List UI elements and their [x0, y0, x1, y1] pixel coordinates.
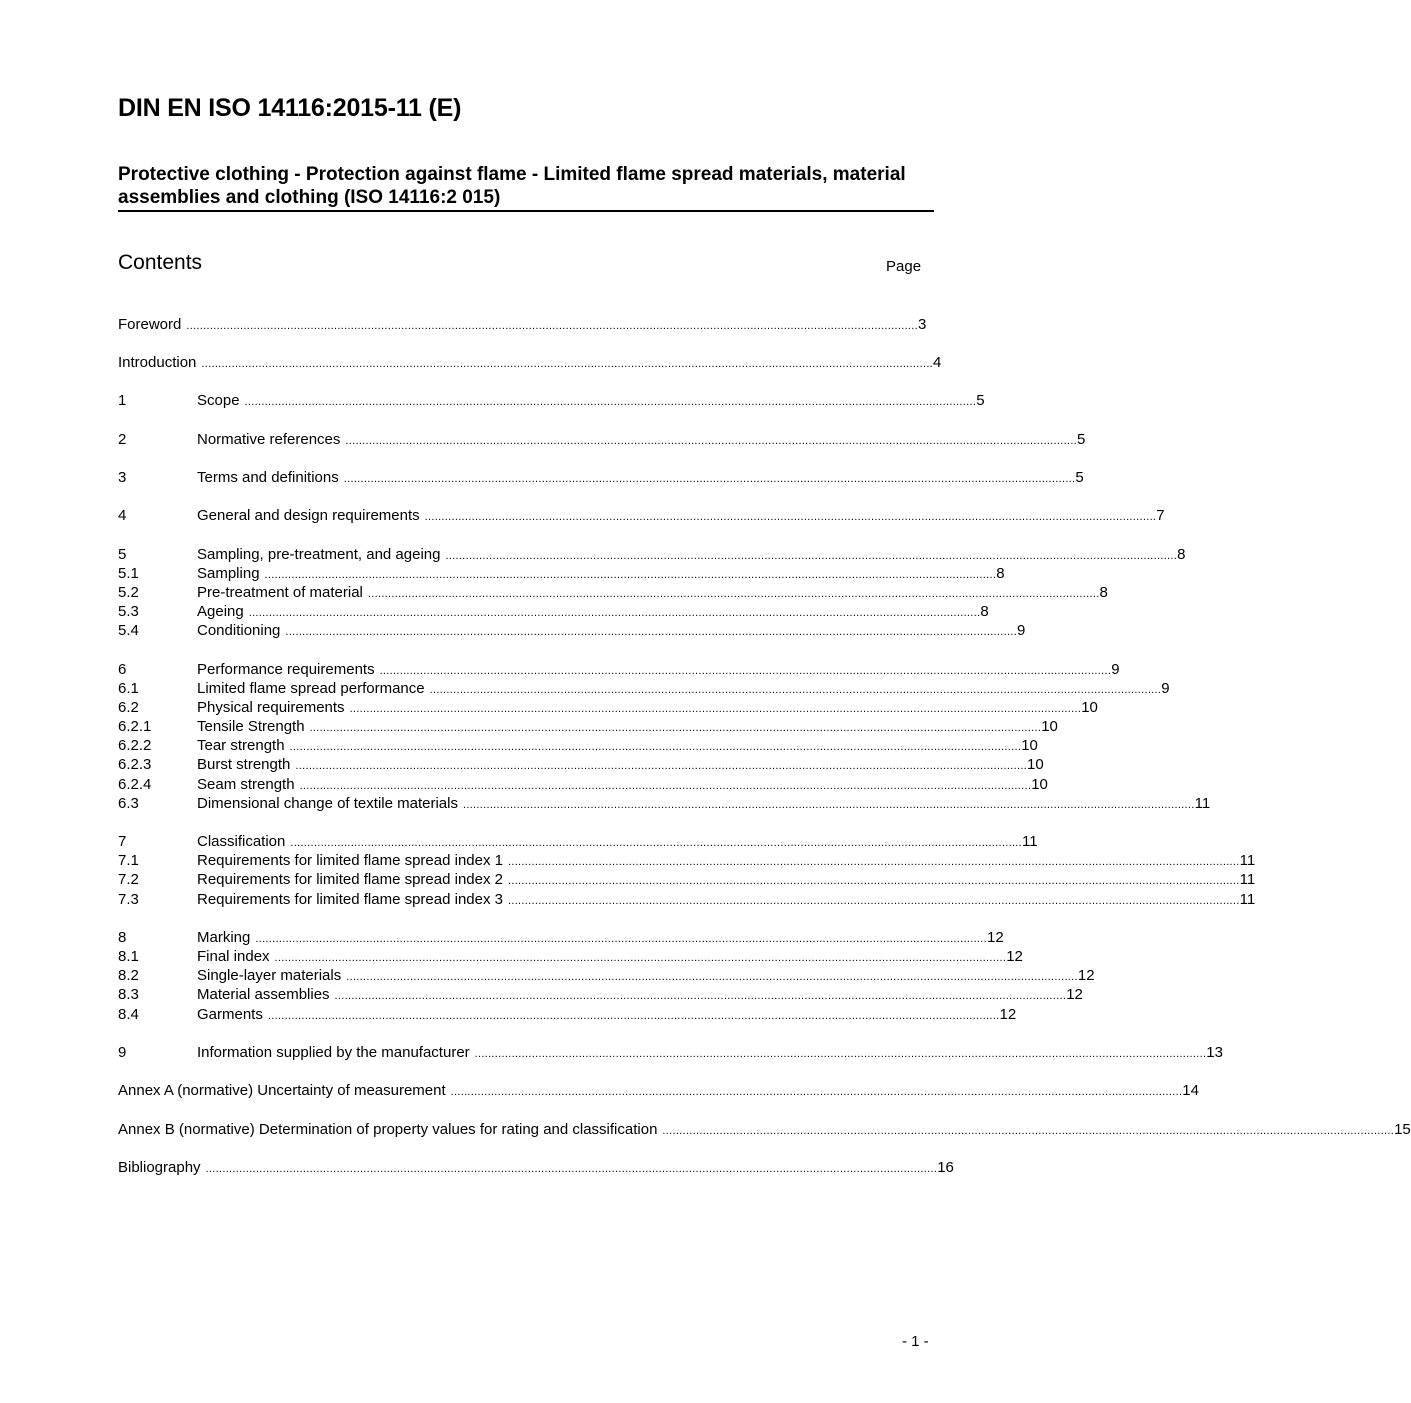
toc-entry-page: 10	[1027, 756, 1044, 773]
toc-entry-5-3[interactable]	[118, 602, 989, 622]
toc-entry-page: 14	[1182, 1082, 1199, 1099]
toc-entry-6-3[interactable]	[118, 794, 1211, 814]
toc-leader: ..........................................................................................................................................................................................................................	[367, 588, 1100, 600]
toc-leader: ..........................................................................................................................................................................................................................	[507, 875, 1240, 887]
toc-entry-text: Foreword	[118, 316, 182, 333]
toc-entry-5-4[interactable]	[118, 621, 1026, 641]
toc-leader: ..........................................................................................................................................................................................................................	[201, 358, 934, 370]
toc-entry-page: 12	[1077, 967, 1095, 984]
toc-entry-5-2[interactable]	[118, 583, 1108, 603]
toc-entry-6-1[interactable]	[118, 679, 1170, 699]
toc-entry-4[interactable]	[118, 506, 1165, 526]
toc-entry-text: Introduction	[118, 354, 197, 371]
toc-entry-page: 9	[1017, 622, 1026, 639]
document-title: Protective clothing - Protection against flame - Limited flame spread materials, material assemblies and clothing (ISO 14116:2 015)	[118, 164, 906, 208]
toc-entry-annex-a[interactable]	[118, 1081, 1199, 1101]
toc-entry-text: Ageing	[197, 603, 244, 620]
toc-entry-text: Single-layer materials	[197, 967, 342, 984]
toc-entry-page: 10	[1041, 718, 1058, 735]
toc-entry-text: Requirements for limited flame spread index 1	[197, 852, 503, 869]
toc-entry-page: 11	[1239, 871, 1256, 888]
toc-entry-text: Sampling, pre-treatment, and ageing	[197, 546, 441, 563]
toc-entry-page: 8	[996, 565, 1005, 582]
toc-entry-6-2-4[interactable]	[118, 775, 1048, 795]
toc-entry-number: 6	[118, 661, 127, 678]
toc-entry-6[interactable]	[118, 660, 1120, 680]
toc-leader: ..........................................................................................................................................................................................................................	[289, 741, 1022, 753]
toc-entry-number: 8.2	[118, 967, 139, 984]
toc-entry-page: 12	[1006, 948, 1023, 965]
toc-entry-text: Requirements for limited flame spread index 3	[197, 891, 503, 908]
toc-entry-8-1[interactable]	[118, 947, 1023, 967]
toc-entry-page: 10	[1021, 737, 1038, 754]
toc-entry-text: Information supplied by the manufacturer	[197, 1044, 470, 1061]
toc-leader: ..........................................................................................................................................................................................................................	[349, 703, 1082, 715]
toc-entry-number: 7.2	[118, 871, 139, 888]
toc-entry-text: Garments	[197, 1006, 263, 1023]
toc-entry-page: 10	[1081, 699, 1098, 716]
toc-entry-page: 5	[976, 392, 985, 409]
toc-entry-number: 6.2.1	[118, 718, 152, 735]
toc-entry-page: 3	[918, 316, 927, 333]
toc-entry-number: 6.2.4	[118, 776, 152, 793]
toc-leader: ..........................................................................................................................................................................................................................	[450, 1086, 1183, 1098]
toc-entry-page: 4	[933, 354, 942, 371]
toc-entry-number: 9	[118, 1044, 127, 1061]
toc-leader: ..........................................................................................................................................................................................................................	[264, 569, 997, 581]
toc-leader: ..........................................................................................................................................................................................................................	[285, 626, 1018, 638]
toc-entry-text: Pre-treatment of material	[197, 584, 363, 601]
toc-entry-number: 5	[118, 546, 127, 563]
toc-entry-text: Normative references	[197, 431, 341, 448]
toc-entry-number: 8.3	[118, 986, 139, 1003]
toc-entry-page: 13	[1206, 1044, 1223, 1061]
toc-entry-number: 8.1	[118, 948, 139, 965]
toc-entry-number: 6.3	[118, 795, 139, 812]
toc-leader: ..........................................................................................................................................................................................................................	[379, 665, 1112, 677]
toc-entry-page: 9	[1161, 680, 1170, 697]
toc-entry-6-2-2[interactable]	[118, 736, 1038, 756]
toc-entry-page: 5	[1077, 431, 1086, 448]
toc-entry-page: 16	[937, 1159, 954, 1176]
toc-entry-text: Classification	[197, 833, 286, 850]
toc-entry-3[interactable]	[118, 468, 1084, 488]
toc-leader: ..........................................................................................................................................................................................................................	[334, 990, 1067, 1002]
toc-entry-text: Material assemblies	[197, 986, 330, 1003]
toc-entry-introduction[interactable]	[118, 353, 942, 373]
toc-entry-bibliography[interactable]	[118, 1158, 954, 1178]
toc-entry-number: 5.4	[118, 622, 139, 639]
toc-leader: ..........................................................................................................................................................................................................................	[429, 684, 1162, 696]
toc-entry-text: Burst strength	[197, 756, 291, 773]
toc-leader: ..........................................................................................................................................................................................................................	[255, 933, 987, 945]
toc-entry-9[interactable]	[118, 1043, 1223, 1063]
toc-entry-number: 5.1	[118, 565, 139, 582]
toc-entry-text: Performance requirements	[197, 661, 375, 678]
toc-leader: ..........................................................................................................................................................................................................................	[346, 971, 1078, 983]
toc-entry-page: 11	[1239, 852, 1256, 869]
toc-entry-number: 6.2.2	[118, 737, 152, 754]
toc-entry-number: 3	[118, 469, 127, 486]
toc-entry-number: 7.3	[118, 891, 139, 908]
toc-entry-text: General and design requirements	[197, 507, 420, 524]
page-column-label: Page	[886, 258, 922, 275]
toc-entry-page: 10	[1031, 776, 1048, 793]
toc-entry-number: 7.1	[118, 852, 139, 869]
toc-entry-number: 5.3	[118, 603, 139, 620]
toc-entry-8-3[interactable]	[118, 985, 1083, 1005]
toc-entry-7-2[interactable]	[118, 870, 1256, 890]
toc-entry-page: 8	[1177, 546, 1186, 563]
toc-entry-page: 12	[987, 929, 1004, 946]
toc-entry-1[interactable]	[118, 391, 985, 411]
toc-entry-text: Bibliography	[118, 1159, 201, 1176]
toc-entry-text: Seam strength	[197, 776, 295, 793]
toc-entry-text: Limited flame spread performance	[197, 680, 425, 697]
toc-entry-page: 5	[1075, 469, 1084, 486]
contents-heading: Contents	[118, 251, 203, 274]
toc-entry-8-4[interactable]	[118, 1005, 1017, 1025]
toc-entry-number: 7	[118, 833, 127, 850]
page-number: - 1 -	[902, 1333, 929, 1350]
toc-leader: ..........................................................................................................................................................................................................................	[662, 1125, 1395, 1137]
toc-entry-page: 11	[1022, 833, 1038, 850]
toc-entry-text: Final index	[197, 948, 270, 965]
toc-entry-foreword[interactable]	[118, 315, 927, 335]
toc-entry-8-2[interactable]	[118, 966, 1095, 986]
toc-entry-7[interactable]	[118, 832, 1038, 852]
toc-entry-page: 11	[1239, 891, 1256, 908]
toc-entry-text: Terms and definitions	[197, 469, 339, 486]
toc-entry-number: 6.2.3	[118, 756, 152, 773]
toc-leader: ..........................................................................................................................................................................................................................	[248, 607, 981, 619]
toc-entry-text: Scope	[197, 392, 240, 409]
toc-leader: ..........................................................................................................................................................................................................................	[309, 722, 1042, 734]
toc-leader: ..........................................................................................................................................................................................................................	[343, 473, 1076, 485]
toc-entry-page: 15	[1394, 1121, 1411, 1138]
toc-entry-number: 4	[118, 507, 127, 524]
toc-entry-number: 6.1	[118, 680, 139, 697]
toc-entry-6-2-1[interactable]	[118, 717, 1058, 737]
toc-leader: ..........................................................................................................................................................................................................................	[295, 760, 1028, 772]
toc-entry-annex-b[interactable]	[118, 1120, 1411, 1140]
toc-entry-page: 12	[1066, 986, 1083, 1003]
toc-leader: ..........................................................................................................................................................................................................................	[299, 780, 1032, 792]
toc-entry-number: 2	[118, 431, 127, 448]
title-divider	[118, 210, 934, 212]
toc-leader: ..........................................................................................................................................................................................................................	[274, 952, 1007, 964]
toc-leader: ..........................................................................................................................................................................................................................	[186, 320, 918, 332]
toc-entry-7-3[interactable]	[118, 890, 1256, 910]
toc-leader: ..........................................................................................................................................................................................................................	[474, 1048, 1207, 1060]
toc-entry-6-2[interactable]	[118, 698, 1098, 718]
toc-leader: ..........................................................................................................................................................................................................................	[507, 856, 1240, 868]
toc-entry-page: 8	[980, 603, 989, 620]
toc-entry-text: Conditioning	[197, 622, 281, 639]
toc-leader: ..........................................................................................................................................................................................................................	[205, 1163, 938, 1175]
toc-entry-6-2-3[interactable]	[118, 755, 1044, 775]
toc-leader: ..........................................................................................................................................................................................................................	[462, 799, 1195, 811]
toc-entry-number: 8.4	[118, 1006, 139, 1023]
toc-entry-5[interactable]	[118, 545, 1186, 565]
toc-entry-text: Tensile Strength	[197, 718, 305, 735]
toc-entry-number: 5.2	[118, 584, 139, 601]
toc-entry-page: 12	[999, 1006, 1017, 1023]
toc-entry-page: 11	[1194, 795, 1211, 812]
toc-leader: ..........................................................................................................................................................................................................................	[445, 550, 1178, 562]
toc-leader: ..........................................................................................................................................................................................................................	[345, 435, 1078, 447]
toc-entry-text: Marking	[197, 929, 251, 946]
toc-entry-text: Tear strength	[197, 737, 285, 754]
toc-entry-text: Requirements for limited flame spread index 2	[197, 871, 503, 888]
toc-entry-number: 8	[118, 929, 127, 946]
toc-leader: ..........................................................................................................................................................................................................................	[267, 1010, 1000, 1022]
toc-leader: ..........................................................................................................................................................................................................................	[290, 837, 1023, 849]
toc-entry-2[interactable]	[118, 430, 1086, 450]
toc-entry-text: Annex B (normative) Determination of property values for rating and classification	[118, 1121, 658, 1138]
toc-leader: ..........................................................................................................................................................................................................................	[244, 396, 977, 408]
toc-entry-7-1[interactable]	[118, 851, 1256, 871]
toc-entry-text: Physical requirements	[197, 699, 345, 716]
toc-entry-text: Annex A (normative) Uncertainty of measurement	[118, 1082, 446, 1099]
toc-entry-text: Dimensional change of textile materials	[197, 795, 458, 812]
toc-entry-text: Sampling	[197, 565, 260, 582]
toc-leader: ..........................................................................................................................................................................................................................	[424, 511, 1157, 523]
toc-entry-page: 7	[1156, 507, 1165, 524]
toc-entry-5-1[interactable]	[118, 564, 1005, 584]
toc-entry-number: 1	[118, 392, 127, 409]
toc-entry-page: 8	[1099, 584, 1108, 601]
document-id: DIN EN ISO 14116:2015-11 (E)	[118, 94, 462, 122]
toc-leader: ..........................................................................................................................................................................................................................	[507, 895, 1240, 907]
toc-entry-page: 9	[1111, 661, 1120, 678]
toc-entry-number: 6.2	[118, 699, 139, 716]
toc-entry-8[interactable]	[118, 928, 1004, 948]
